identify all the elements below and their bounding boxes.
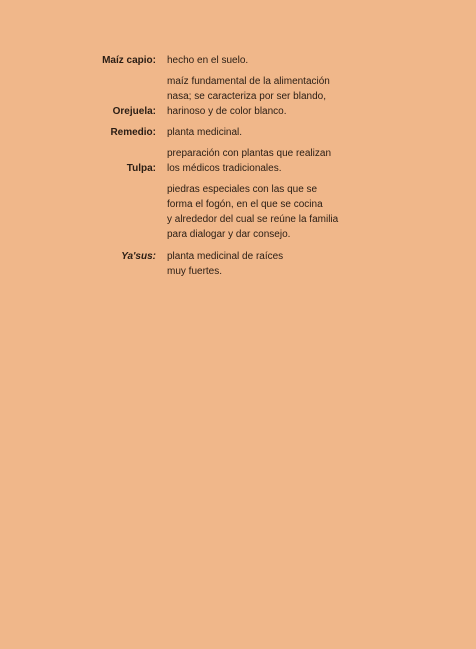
glossary-definition [167, 182, 367, 242]
definition-line: planta medicinal. [167, 127, 243, 138]
definition-line: nasa; se caracteriza por ser blando, [167, 91, 326, 102]
glossary-term: Orejuela: [112, 106, 156, 117]
definition-line: los médicos tradicionales. [167, 163, 282, 174]
definition-line: muy fuertes. [167, 266, 223, 277]
glossary-term: Maíz capio: [102, 55, 156, 66]
glossary-definition [167, 53, 367, 68]
definition-line: preparación con plantas que realizan [167, 148, 331, 159]
glossary-term: Ya'sus: [121, 251, 156, 262]
definition-line: forma el fogón, en el que se cocina [167, 199, 323, 210]
glossary-definition [167, 74, 367, 119]
definition-line: maíz fundamental de la alimentación [167, 76, 330, 87]
definition-line: y alrededor del cual se reúne la familia [167, 214, 339, 225]
definition-line: para dialogar y dar consejo. [167, 229, 291, 240]
definition-line: planta medicinal de raíces [167, 251, 284, 262]
glossary-definition [167, 146, 367, 176]
glossary-term: Tulpa: [126, 163, 156, 174]
glossary-definition [167, 125, 367, 140]
glossary-definition [167, 249, 367, 279]
definition-line: hecho en el suelo. [167, 55, 249, 66]
glossary-term: Remedio: [110, 127, 156, 138]
definition-line: piedras especiales con las que se [167, 184, 318, 195]
definition-line: harinoso y de color blanco. [167, 106, 287, 117]
